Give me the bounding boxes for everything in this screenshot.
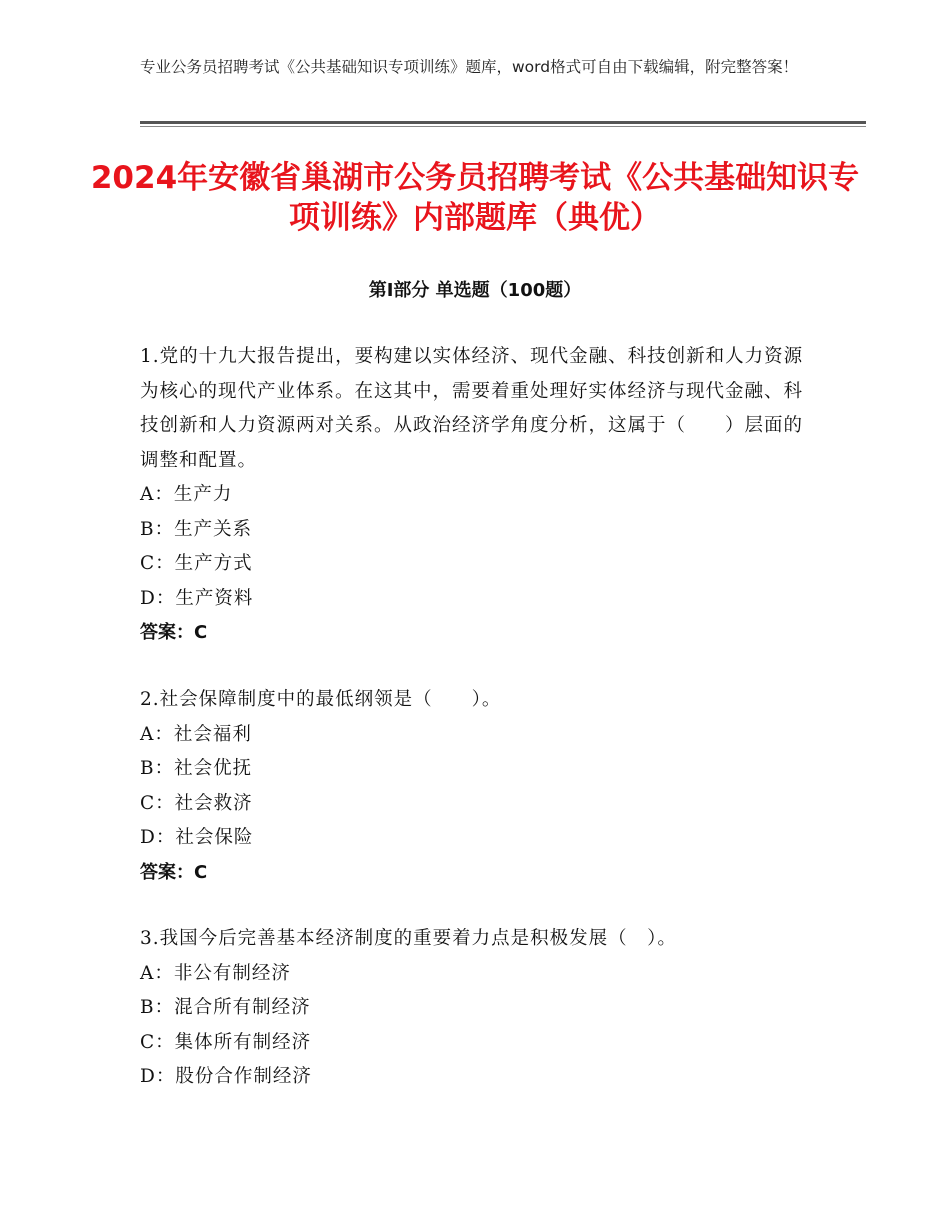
- header-divider-thick: [140, 121, 866, 124]
- option-d: D：生产资料: [140, 587, 254, 609]
- answer: 答案：C: [140, 861, 208, 883]
- option-a: A：社会福利: [140, 723, 252, 745]
- option-b: B：社会优抚: [140, 758, 253, 779]
- option-d: D：社会保险: [140, 827, 254, 848]
- question-2: [140, 683, 812, 890]
- question-stem: 2.社会保障制度中的最低纲领是（ ）。: [140, 689, 502, 710]
- question-1: [140, 340, 812, 651]
- question-3: [140, 922, 812, 1095]
- option-c: C：集体所有制经济: [140, 1031, 312, 1053]
- option-c: C：社会救济: [140, 792, 253, 814]
- section-title: 第Ⅰ部分 单选题（100题）: [368, 280, 582, 301]
- option-b: B：生产关系: [140, 518, 253, 540]
- header-divider-thin: [140, 126, 866, 127]
- option-c: C：生产方式: [140, 553, 253, 574]
- document-title: 2024年安徽省巢湖市公务员招聘考试《公共基础知识专项训练》内部题库（典优）: [90, 160, 860, 236]
- answer: 答案：C: [140, 622, 208, 643]
- option-a: A：生产力: [140, 484, 233, 505]
- option-b: B：混合所有制经济: [140, 997, 311, 1018]
- option-a: A：非公有制经济: [140, 962, 291, 984]
- question-stem: 3.我国今后完善基本经济制度的重要着力点是积极发展（ ）。: [140, 928, 677, 949]
- question-stem: 1.党的十九大报告提出，要构建以实体经济、现代金融、科技创新和人力资源为核心的现代产业体系。在这其中，需要着重处理好实体经济与现代金融、科技创新和人力资源两对关系。从政治经济学角度分析，这属于（ ）层面的调整和配置。: [140, 346, 804, 471]
- header-note: 专业公务员招聘考试《公共基础知识专项训练》题库，word格式可自由下载编辑，附完整答案！: [140, 58, 799, 76]
- option-d: D：股份合作制经济: [140, 1066, 312, 1087]
